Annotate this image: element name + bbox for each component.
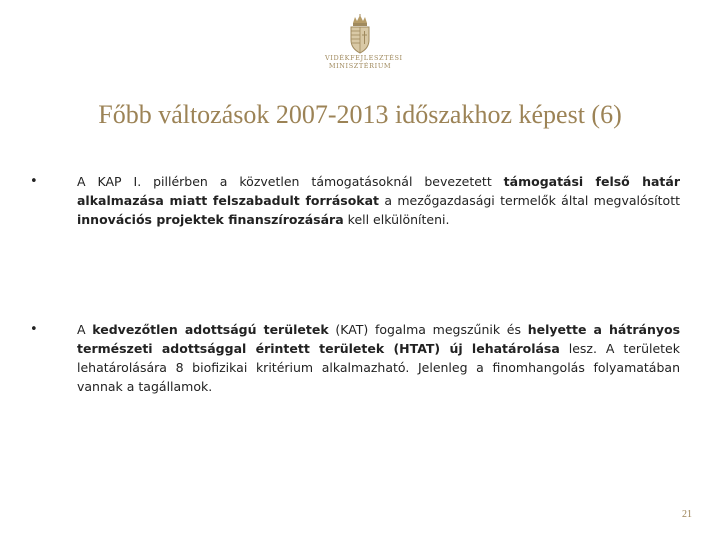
bullet-item-2 bbox=[30, 320, 680, 396]
ministry-logo bbox=[325, 14, 403, 84]
slide-title: Főbb változások 2007-2013 időszakhoz képest (6) bbox=[98, 100, 622, 129]
logo-text-line2: MINISZTÉRIUM bbox=[328, 62, 392, 70]
text-segment-bold: támogatási felső határ alkalmazása miatt felszabadult forrásokat bbox=[77, 174, 680, 208]
text-segment: kell elkülöníteni. bbox=[343, 212, 450, 227]
text-segment-bold: innovációs projektek finanszírozására bbox=[77, 212, 344, 227]
text-segment: a mezőgazdasági termelők által megvalósított bbox=[379, 193, 681, 208]
bullet-item-1 bbox=[30, 172, 680, 229]
text-segment: lesz. A területek lehatárolására 8 biofizikai kritérium alkalmazható. Jelenleg a finomhangolás folyamatában vannak a tagállamok. bbox=[77, 341, 680, 394]
logo-text-line1: VIDÉKFEJLESZTÉSI bbox=[325, 54, 403, 62]
text-segment: A KAP I. pillérben a közvetlen támogatásoknál bevezetett bbox=[77, 174, 504, 189]
text-segment: A bbox=[77, 322, 93, 337]
bullet-text bbox=[77, 172, 680, 229]
text-segment: (KAT) fogalma megszűnik és bbox=[328, 322, 528, 337]
bullet-text bbox=[77, 320, 680, 396]
coat-of-arms-icon bbox=[347, 14, 373, 54]
bullet-marker: • bbox=[30, 322, 38, 337]
text-segment-bold: helyette a hátrányos természeti adottsággal érintett területek (HTAT) új lehatárolása bbox=[77, 322, 681, 356]
bullet-marker: • bbox=[30, 174, 38, 189]
page-number: 21 bbox=[682, 509, 692, 520]
text-segment-bold: kedvezőtlen adottságú területek bbox=[92, 322, 329, 337]
